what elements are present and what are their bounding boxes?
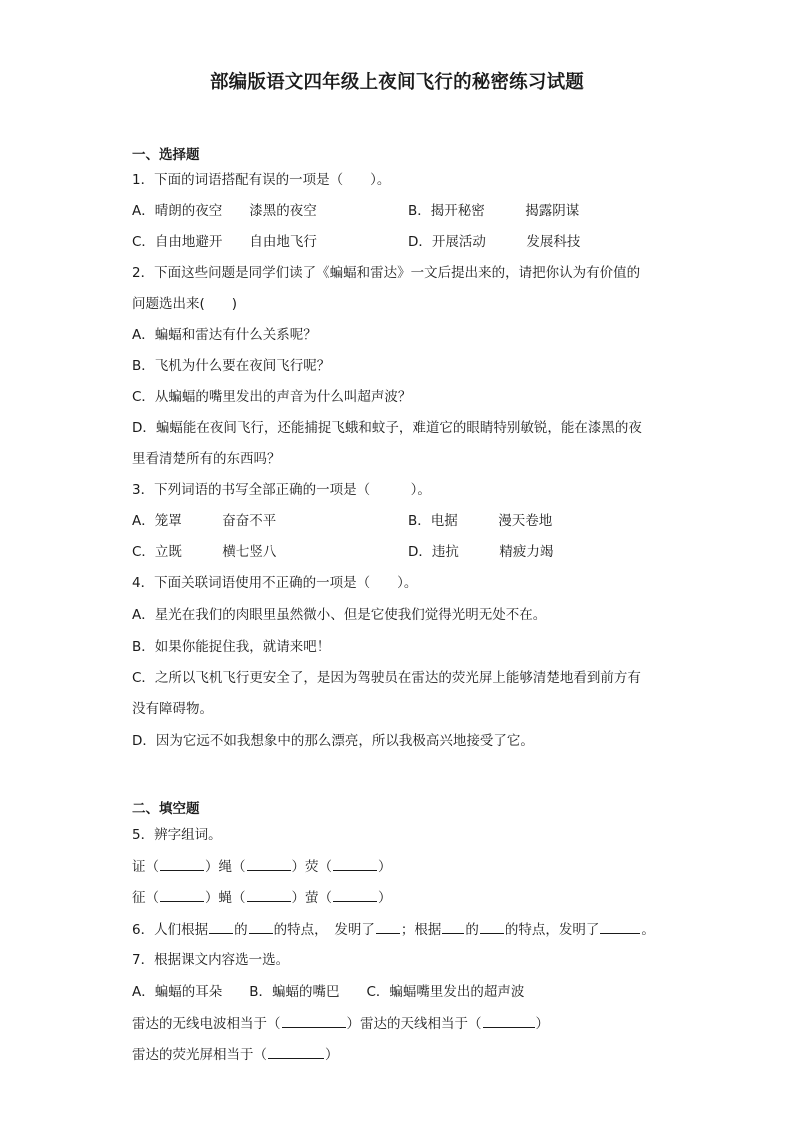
- answer-blank[interactable]: [442, 919, 464, 934]
- question-3-option-a[interactable]: A．笼罩 奋奋不平: [132, 513, 277, 529]
- question-1-option-b[interactable]: B．揭开秘密 揭露阴谋: [408, 203, 580, 219]
- section-heading-fill: 二、填空题: [132, 801, 200, 817]
- question-4-option-a[interactable]: A．星光在我们的肉眼里虽然微小、但是它使我们觉得光明无处不在。: [132, 607, 547, 623]
- question-2-option-d-line-2: 里看清楚所有的东西吗？: [132, 451, 281, 467]
- question-2-option-a[interactable]: A．蝙蝠和雷达有什么关系呢？: [132, 327, 317, 343]
- question-3-option-d[interactable]: D．违抗 精疲力竭: [408, 544, 554, 560]
- question-7-options: A．蝙蝠的耳朵 B．蝙蝠的嘴巴 C．蝙蝠嘴里发出的超声波: [132, 984, 525, 1000]
- answer-blank[interactable]: [247, 856, 291, 871]
- question-1-row-cd: [132, 232, 612, 252]
- answer-blank[interactable]: [247, 887, 291, 902]
- question-6: 6．人们根据 的 的特点， 发明了 ；根据 的 的特点，发明了 。: [132, 919, 655, 940]
- question-3-stem: 3．下列词语的书写全部正确的一项是（ ）。: [132, 482, 431, 498]
- question-4-option-b[interactable]: B．如果你能捉住我，就请来吧！: [132, 639, 331, 655]
- section-heading-choice: 一、选择题: [132, 147, 200, 163]
- answer-blank[interactable]: [600, 919, 640, 934]
- question-2-option-d-line-1[interactable]: D．蝙蝠能在夜间飞行，还能捕捉飞蛾和蚊子，难道它的眼睛特别敏锐，能在漆黑的夜: [132, 420, 642, 436]
- question-5-row-1: 证（ ）绳（ ）荧（ ）: [132, 856, 392, 877]
- question-4-option-d[interactable]: D．因为它远不如我想象中的那么漂亮，所以我极高兴地接受了它。: [132, 733, 534, 749]
- question-1-option-d[interactable]: D．开展活动 发展科技: [408, 234, 581, 250]
- question-4-option-c-line-2: 没有障碍物。: [132, 701, 213, 717]
- answer-blank[interactable]: [376, 919, 400, 934]
- answer-blank[interactable]: [249, 919, 273, 934]
- question-4-option-c-line-1[interactable]: C．之所以飞机飞行更安全了，是因为驾驶员在雷达的荧光屏上能够清楚地看到前方有: [132, 670, 641, 686]
- answer-blank[interactable]: [282, 1013, 346, 1028]
- answer-blank[interactable]: [160, 856, 204, 871]
- answer-blank[interactable]: [209, 919, 233, 934]
- question-1-option-c[interactable]: C．自由地避开 自由地飞行: [132, 234, 317, 250]
- page-title: 部编版语文四年级上夜间飞行的秘密练习试题: [209, 72, 584, 93]
- question-5-stem: 5．辨字组词。: [132, 827, 222, 843]
- question-3-row-ab: [132, 511, 612, 531]
- question-7-line-1: 雷达的无线电波相当于（ ）雷达的天线相当于（ ）: [132, 1013, 549, 1034]
- answer-blank[interactable]: [160, 887, 204, 902]
- answer-blank[interactable]: [268, 1044, 324, 1059]
- question-3-option-c[interactable]: C．立既 横七竖八: [132, 544, 277, 560]
- question-1-stem: 1．下面的词语搭配有误的一项是（ ）。: [132, 172, 391, 188]
- question-5-row-2: 征（ ）蝇（ ）萤（ ）: [132, 887, 392, 908]
- question-3-row-cd: [132, 542, 612, 562]
- question-7-stem: 7．根据课文内容选一选。: [132, 952, 290, 968]
- answer-blank[interactable]: [333, 887, 377, 902]
- answer-blank[interactable]: [483, 1013, 535, 1028]
- question-1-option-a[interactable]: A．晴朗的夜空 漆黑的夜空: [132, 203, 317, 219]
- question-2-stem-line-1: 2．下面这些问题是同学们读了《蝙蝠和雷达》一文后提出来的，请把你认为有价值的: [132, 265, 641, 281]
- question-2-option-c[interactable]: C．从蝙蝠的嘴里发出的声音为什么叫超声波？: [132, 389, 412, 405]
- question-2-stem-line-2: 问题选出来( ): [132, 296, 238, 312]
- question-7-line-2: 雷达的荧光屏相当于（ ）: [132, 1044, 339, 1065]
- question-4-stem: 4．下面关联词语使用不正确的一项是（ ）。: [132, 575, 418, 591]
- question-2-option-b[interactable]: B．飞机为什么要在夜间飞行呢？: [132, 358, 331, 374]
- question-3-option-b[interactable]: B．电据 漫天卷地: [408, 513, 553, 529]
- answer-blank[interactable]: [480, 919, 504, 934]
- answer-blank[interactable]: [333, 856, 377, 871]
- question-1-row-ab: [132, 201, 612, 221]
